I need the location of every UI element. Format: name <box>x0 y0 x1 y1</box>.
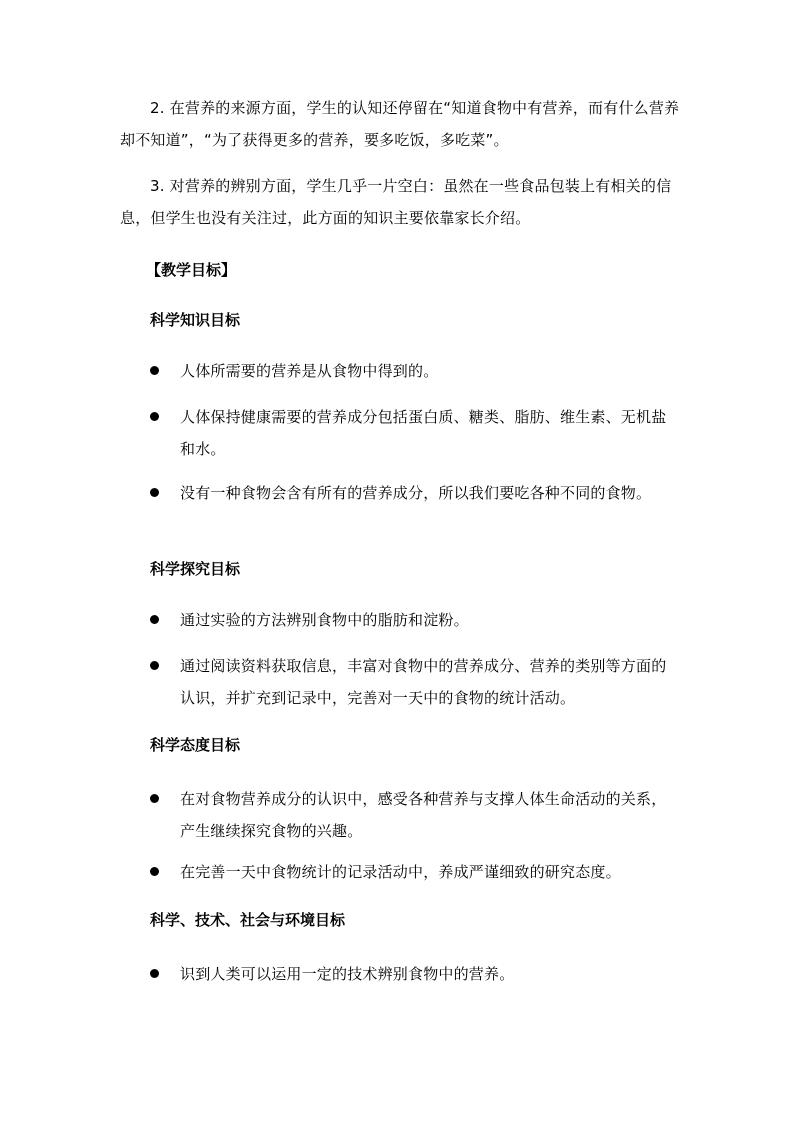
section-title-teaching-goals: 【教学目标】 <box>146 261 237 279</box>
heading-attitude-goals: 科学态度目标 <box>150 736 241 754</box>
bullet-icon <box>150 969 159 978</box>
paragraph-nutrition-identification: 3. 对营养的辨别方面，学生几乎一片空白：虽然在一些食品包装上有相关的信息，但学生也没有关注过，此方面的知识主要依靠家长介绍。 <box>120 177 672 227</box>
list-item-text: 通过实验的方法辨别食物中的脂肪和淀粉。 <box>180 611 469 629</box>
list-item-text: 人体保持健康需要的营养成分包括蛋白质、糖类、脂肪、维生素、无机盐和水。 <box>180 408 667 458</box>
list-item-text: 人体所需要的营养是从食物中得到的。 <box>180 362 439 380</box>
paragraph-nutrition-source: 2. 在营养的来源方面，学生的认知还停留在“知道食物中有营养，而有什么营养却不知道”，“为了获得更多的营养，要多吃饭，多吃菜”。 <box>120 99 680 149</box>
list-item <box>150 404 680 465</box>
list-item-text: 在完善一天中食物统计的记录活动中，养成严谨细致的研究态度。 <box>180 863 621 881</box>
heading-inquiry-goals: 科学探究目标 <box>150 560 241 578</box>
list-item-text: 在对食物营养成分的认识中，感受各种营养与支撑人体生命活动的关系，产生继续探究食物的兴趣。 <box>180 790 667 840</box>
list-item-text: 没有一种食物会含有所有的营养成分，所以我们要吃各种不同的食物。 <box>180 484 652 502</box>
list-item <box>150 961 680 990</box>
list-item <box>150 607 680 636</box>
bullet-icon <box>150 366 159 375</box>
list-item <box>150 480 680 509</box>
heading-knowledge-goals: 科学知识目标 <box>150 311 241 329</box>
list-item <box>150 859 680 888</box>
list-item <box>150 786 680 847</box>
list-item <box>150 358 680 387</box>
bullet-icon <box>150 615 159 624</box>
bullet-icon <box>150 412 159 421</box>
list-item-text: 识到人类可以运用一定的技术辨别食物中的营养。 <box>180 965 515 983</box>
bullet-icon <box>150 661 159 670</box>
bullet-icon <box>150 488 159 497</box>
list-item <box>150 653 680 714</box>
heading-stse-goals: 科学、技术、社会与环境目标 <box>150 911 346 929</box>
list-item-text: 通过阅读资料获取信息，丰富对食物中的营养成分、营养的类别等方面的认识，并扩充到记录中，完善对一天中的食物的统计活动。 <box>180 657 667 707</box>
bullet-icon <box>150 867 159 876</box>
bullet-icon <box>150 794 159 803</box>
